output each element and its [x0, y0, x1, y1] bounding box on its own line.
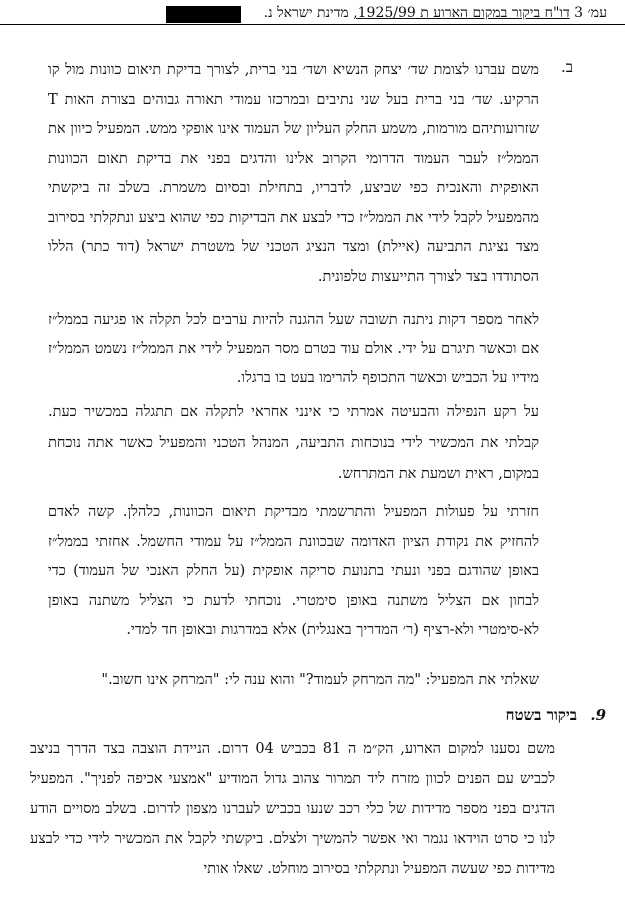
redaction-bar	[166, 6, 241, 23]
text-line: הכוונות האופקית והאנכית כפי שביצע, לדבריו, בתחילת ובסיום משמרת. בשלב זה	[48, 150, 539, 196]
text-line: להחזיק את נקודת הציון האדומה שבכוונת הממל״ז על עמודי החשמל. אחזתי	[95, 533, 540, 550]
paragraph-6	[30, 734, 555, 884]
text-line: לכביש עם הפנים לכוון מזרח ליד תמרור צהוב גדול המודיע "אמצעי אכיפה לפניך".	[79, 771, 555, 787]
page-label: עמ׳	[587, 5, 607, 21]
text-line: על רקע הנפילה והבעיטה אמרתי כי אינני אחראי לתקלה אם תתגלה במכשיר כעת.	[48, 404, 539, 420]
text-line: המכשיר לידי כדי לבצע מדידות כפי שעשה המפעיל ונתקלתי בסירוב מוחלט. שאלו אותי	[30, 831, 555, 877]
text-line: משם עברנו לצומת שד׳ יצחק הנשיא ושד׳ בני ברית, לצורך בדיקת תיאום כוונות מול	[65, 62, 540, 78]
paragraph-3	[48, 397, 539, 490]
header-title	[264, 5, 607, 22]
text-line: T שזרועותיהם מורמות, משמע החלק העליון של העמוד אינו אופקי ממש. המפעיל	[48, 91, 539, 137]
text-line: בשלב מסויים הודע לנו כי סרט הוידאו נגמר ואי אפשר להמשיך ולצלם. ביקשתי לקבל את	[30, 801, 556, 847]
paragraph-1	[48, 56, 539, 292]
section-title: ביקור בשטח	[505, 706, 577, 724]
text-line: לאחר מספר דקות ניתנה תשובה שעל ההגנה להיות ערבים לכל תקלה או פגיעה	[93, 312, 540, 328]
text-line: העמוד) כדי לבחון אם הצליל משתנה באופן סימטרי. נוכחתי לדעת כי הצליל משתנה	[48, 563, 540, 609]
text-line: (דוד כתר) הללו הסתודדו בצד לצורך התייעצות טלפונית.	[48, 239, 539, 285]
paragraph-4	[48, 498, 539, 646]
section-number: 9.	[590, 706, 606, 724]
page-header	[0, 4, 625, 25]
paragraph-2	[48, 306, 539, 393]
report-title-suffix: מדינת ישראל נ.	[263, 5, 349, 21]
text-line: המפעיל הדגים בפני מספר מדידות של כלי רכב שנעו בכביש לעברנו מצפון לדרום.	[30, 771, 555, 817]
text-line: חזרתי על פעולות המפעיל והתרשמתי מבדיקת תיאום הכוונות, כלהלן. קשה לאדם	[48, 504, 539, 520]
report-title: דו"ח ביקור במקום הארוע ת 1925/99,	[353, 5, 570, 21]
text-line: קו הרקיע. שד׳ בני ברית בעל שני נתיבים ובמרכזו עמודי תאורה גבוהים בצורת האות	[48, 62, 540, 108]
text-line: באופן לא-סימטרי ולא-רציף (ר׳ המדריך באנגלית) אלא במדרגות ובאופן חד למדי.	[48, 592, 539, 638]
section-letter-b: ב.	[561, 58, 573, 76]
page-number: 3	[574, 5, 584, 21]
text-line: במקום, ראית ושמעת את המתרחש.	[337, 466, 539, 482]
text-line: בממל״ז אם וכאשר תיגרם על ידי. אולם עוד בטרם מסר המפעיל לידי את הממל״ז	[48, 312, 540, 357]
text-line: כיוון את הממל״ז לעבר העמוד הדרומי הקרוב אלינו והדגים בפני את בדיקת תאום	[48, 121, 539, 167]
text-line: משם נסענו למקום הארוע, הק״מ ה 81 בכביש 04 דרום. הניידת הוצבה בצד הדרך בניצב	[30, 741, 555, 757]
text-line: נשמט הממל״ז מידיו על הכביש וכאשר התכופף להרימו בעט בו ברגלו.	[48, 341, 539, 386]
text-line: בממל״ז באופן שהודגם בפני ונעתי בתנועת סריקה אופקית (על החלק האנכי של	[48, 533, 540, 579]
text-line: קבלתי את המכשיר לידי בנוכחות התביעה, המנהל הטכני והמפעיל כאשר אתה נוכחת	[48, 435, 539, 451]
paragraph-5	[48, 665, 539, 695]
text-line: שאלתי את המפעיל: "מה המרחק לעמוד?" והוא ענה לי: "המרחק אינו חשוב."	[101, 672, 539, 688]
text-line: ונתקלתי בסירוב מצד נציגת התביעה (איילת) ומצד הנציג הטכני של משטרת ישראל	[48, 209, 540, 255]
text-line: ביקשתי מהמפעיל לקבל לידי את הממל״ז כדי לבצע את הבדיקות כפי שהוא ביצע	[48, 180, 540, 226]
